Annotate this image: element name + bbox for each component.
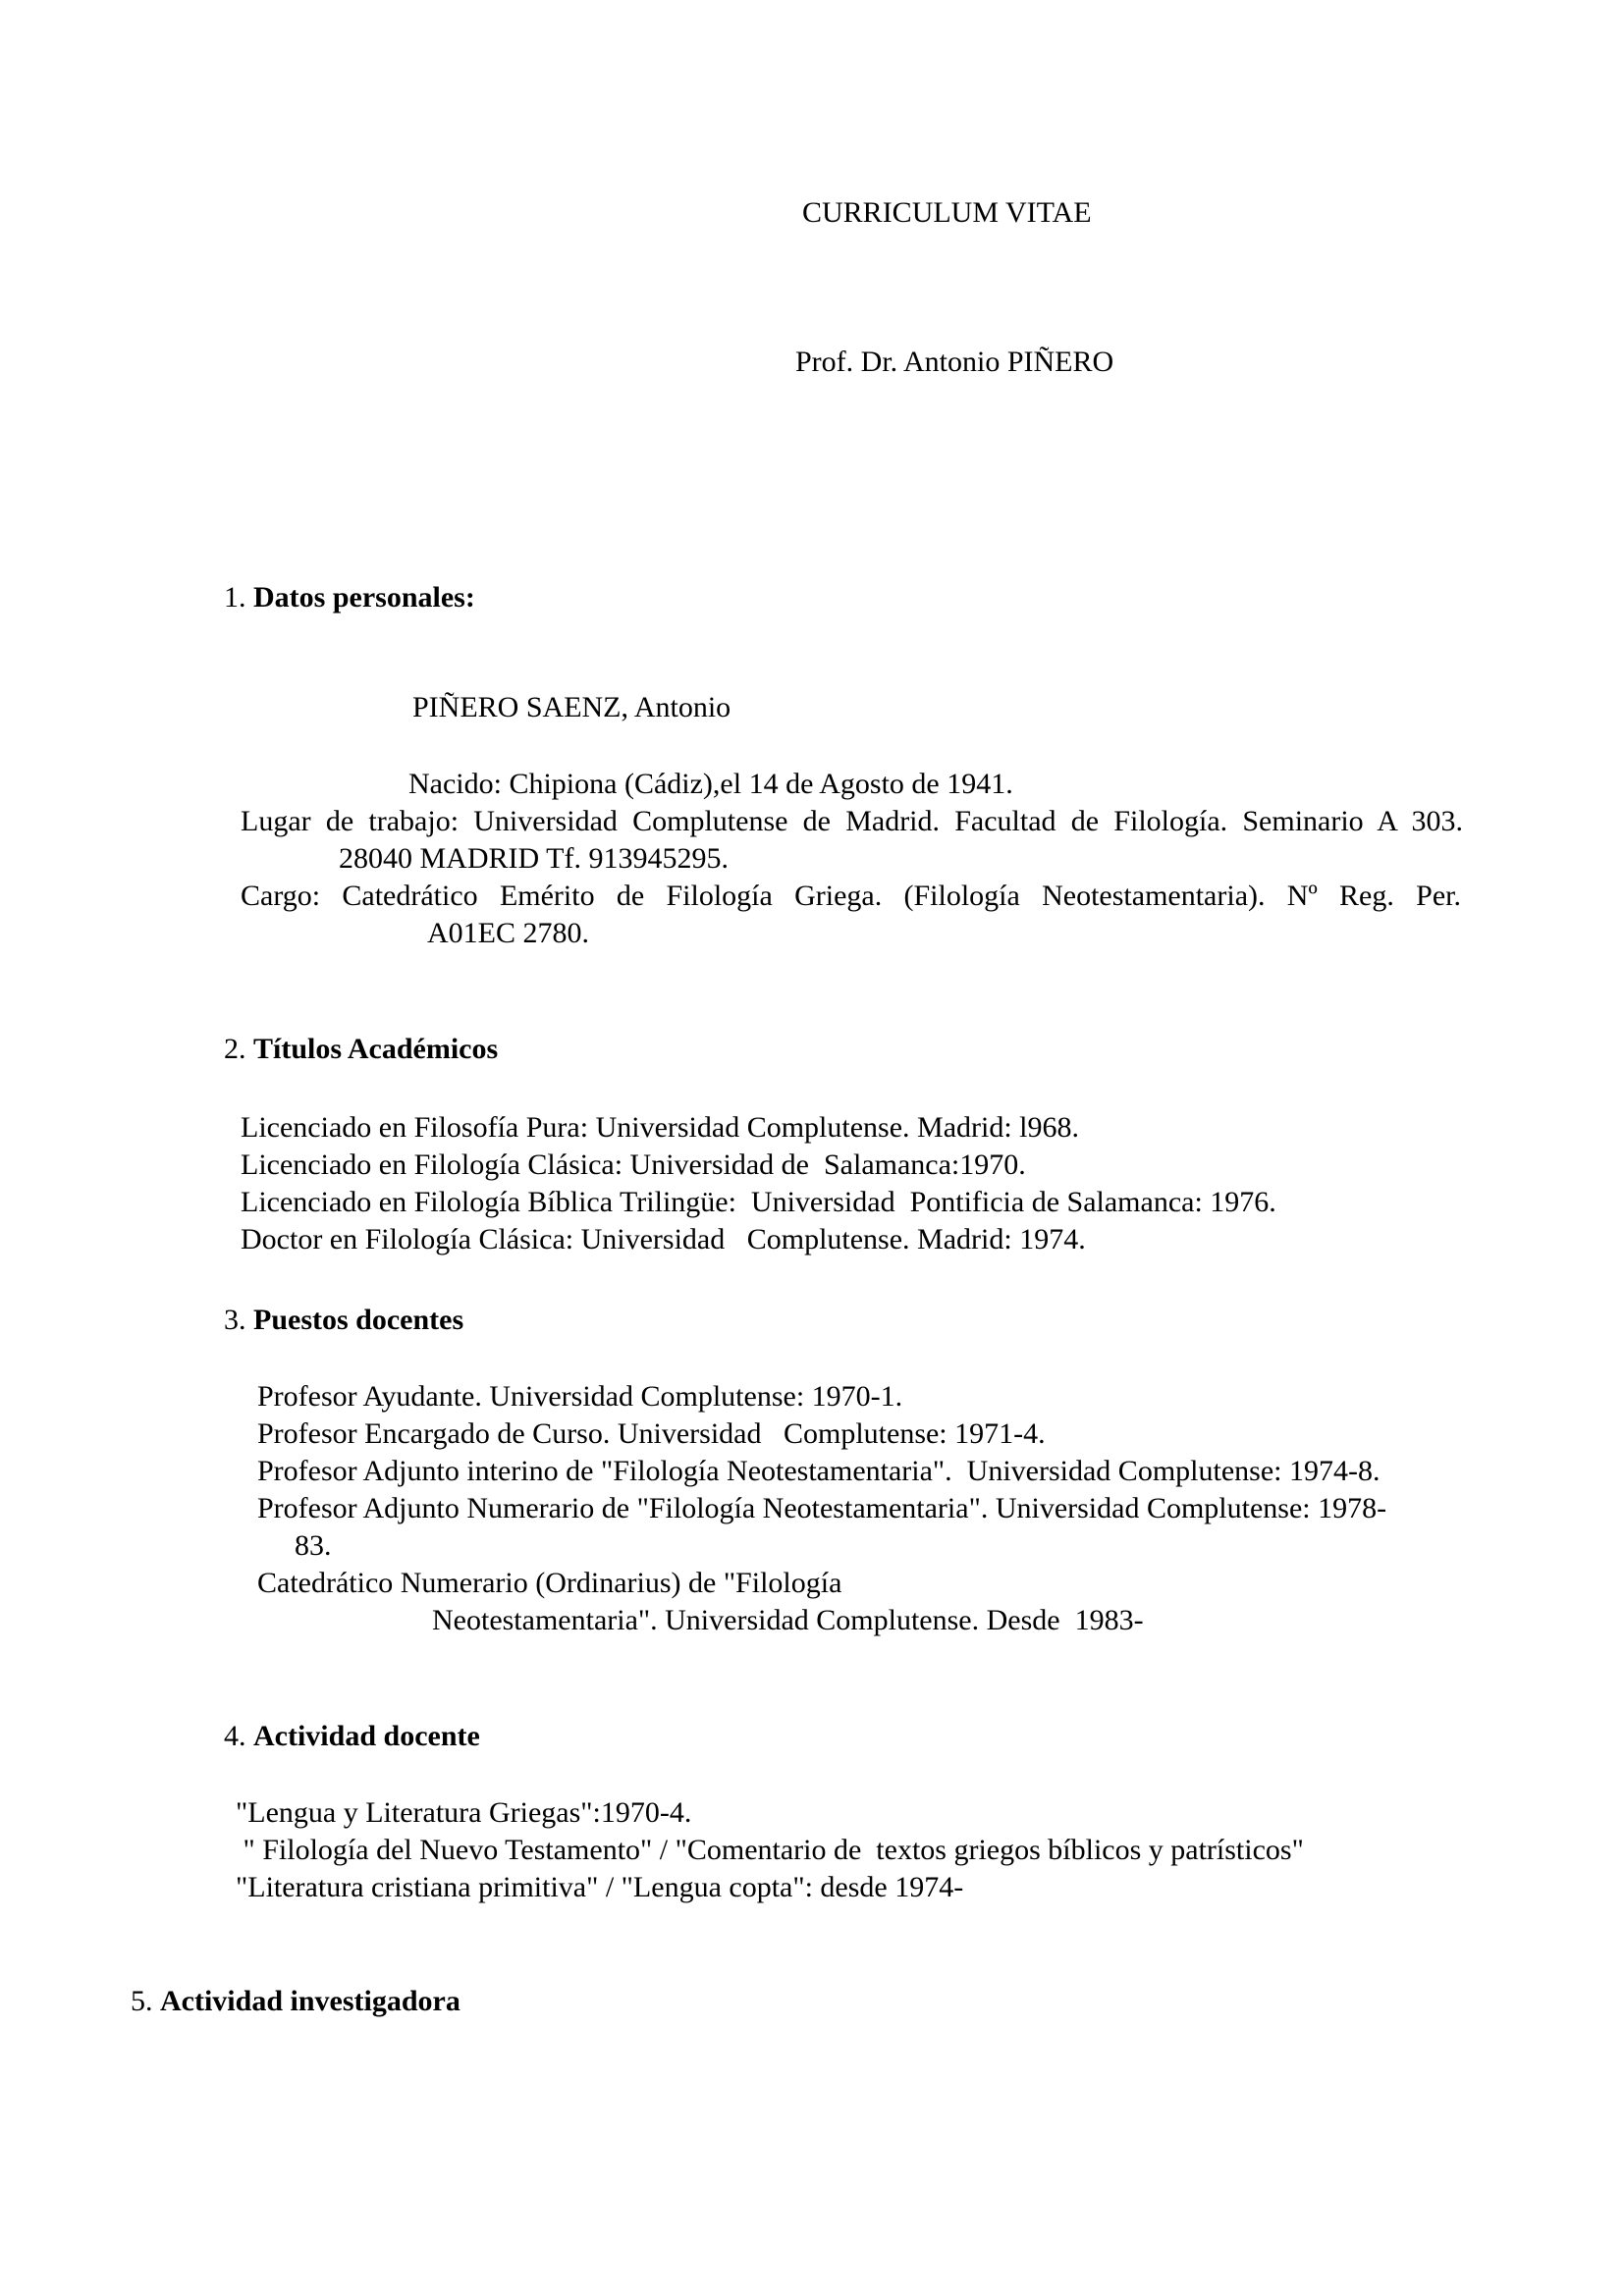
degree-item: Licenciado en Filosofía Pura: Universidad Complutense. Madrid: l968. — [241, 1111, 1080, 1144]
section-2-title: Títulos Académicos — [253, 1033, 499, 1065]
section-1-number: 1. — [224, 581, 246, 614]
section-5-title: Actividad investigadora — [160, 1985, 460, 2017]
section-4-heading — [224, 1718, 480, 1755]
degree-item: Licenciado en Filología Bíblica Trilingüe: Universidad Pontificia de Salamanca: 1976. — [241, 1186, 1276, 1218]
teaching-post-item: Profesor Ayudante. Universidad Complutense: 1970-1. — [257, 1380, 903, 1413]
section-2-heading — [224, 1031, 498, 1068]
section-5-heading — [131, 1983, 460, 2020]
teaching-activity-item: " Filología del Nuevo Testamento" / "Comentario de textos griegos bíblicos y patrísticos" — [236, 1834, 1304, 1866]
section-1-title: Datos personales: — [253, 581, 475, 614]
teaching-post-item: Profesor Adjunto Numerario de "Filología Neotestamentaria". Universidad Complutense: 1978- — [257, 1492, 1387, 1524]
personal-born: Nacido: Chipiona (Cádiz),el 14 de Agosto de 1941. — [408, 768, 1013, 800]
teaching-activity-item: "Literatura cristiana primitiva" / "Lengua copta": desde 1974- — [236, 1871, 964, 1903]
teaching-post-item: Profesor Encargado de Curso. Universidad Complutense: 1971-4. — [257, 1417, 1046, 1450]
teaching-activity-item: "Lengua y Literatura Griegas":1970-4. — [236, 1796, 692, 1829]
degree-item: Doctor en Filología Clásica: Universidad Complutense. Madrid: 1974. — [241, 1223, 1086, 1255]
section-3-number: 3. — [224, 1304, 246, 1336]
section-2-number: 2. — [224, 1033, 246, 1065]
section-1-heading — [224, 579, 475, 616]
personal-address: 28040 MADRID Tf. 913945295. — [339, 842, 729, 875]
document-subtitle: Prof. Dr. Antonio PIÑERO — [795, 346, 1114, 378]
section-3-title: Puestos docentes — [253, 1304, 464, 1336]
teaching-post-item-continuation: Neotestamentaria". Universidad Complutense. Desde 1983- — [432, 1604, 1144, 1636]
personal-workplace: Lugar de trabajo: Universidad Complutense de Madrid. Facultad de Filología. Seminario A 303. — [241, 805, 1463, 837]
personal-position: Cargo: Catedrático Emérito de Filología Griega. (Filología Neotestamentaria). Nº Reg. Per. — [241, 880, 1461, 912]
degree-item: Licenciado en Filología Clásica: Universidad de Salamanca:1970. — [241, 1148, 1026, 1181]
teaching-post-item: Catedrático Numerario (Ordinarius) de "Filología — [257, 1567, 842, 1599]
personal-registry: A01EC 2780. — [427, 917, 589, 949]
section-4-number: 4. — [224, 1720, 246, 1752]
teaching-post-item-continuation: 83. — [295, 1529, 332, 1562]
document-title: CURRICULUM VITAE — [802, 196, 1092, 229]
section-4-title: Actividad docente — [253, 1720, 480, 1752]
personal-name: PIÑERO SAENZ, Antonio — [412, 691, 731, 723]
teaching-post-item: Profesor Adjunto interino de "Filología Neotestamentaria". Universidad Complutense: 1974-8. — [257, 1455, 1380, 1487]
section-3-heading — [224, 1302, 463, 1339]
section-5-number: 5. — [131, 1985, 153, 2017]
